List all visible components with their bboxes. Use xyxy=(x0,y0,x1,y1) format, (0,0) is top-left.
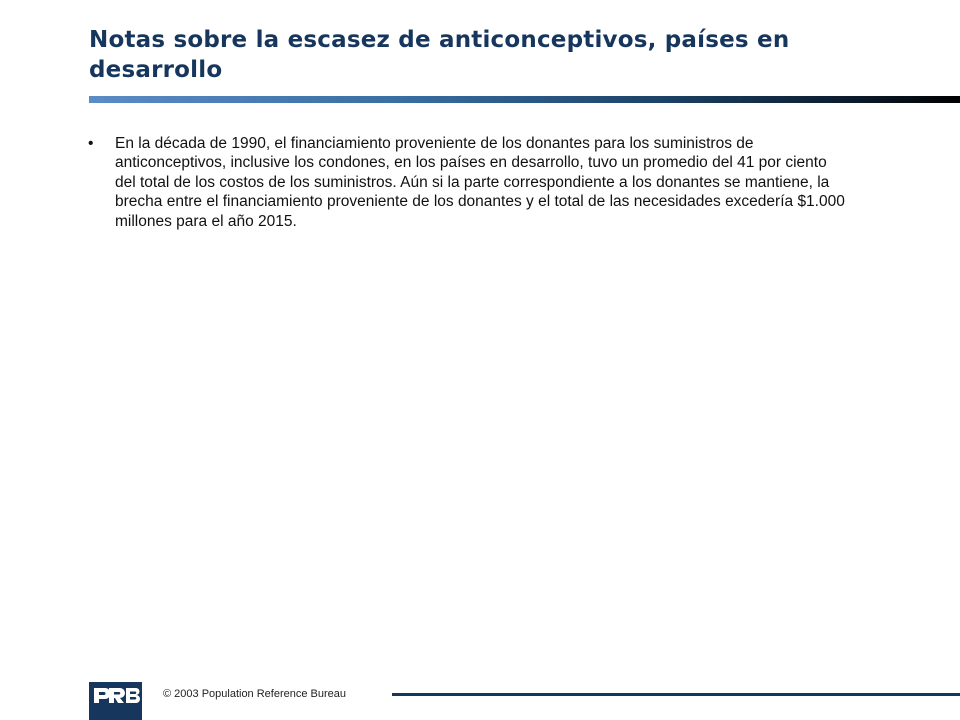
title-divider xyxy=(89,96,960,103)
footer-divider xyxy=(392,693,960,696)
bullet-marker: • xyxy=(88,135,94,152)
prb-logo-mark xyxy=(89,682,142,720)
bullet-list xyxy=(88,134,848,231)
bullet-text: En la década de 1990, el financiamiento proveniente de los donantes para los suministros de anticonceptivos, inclusive los condones, en los países en desarrollo, tuvo un promedio del 41 por ciento del total de los costos de los suministros. Aún si la parte correspondiente a los donantes se mantiene, la brecha entre el financiamiento proveniente de los donantes y el total de las necesidades excedería $1.000 millones para el año 2015. xyxy=(115,135,845,230)
prb-logo xyxy=(89,682,142,720)
slide-title: Notas sobre la escasez de anticonceptivos, países en desarrollo xyxy=(89,27,790,83)
copyright-notice: © 2003 Population Reference Bureau xyxy=(163,688,347,700)
bullet-item xyxy=(88,134,848,231)
